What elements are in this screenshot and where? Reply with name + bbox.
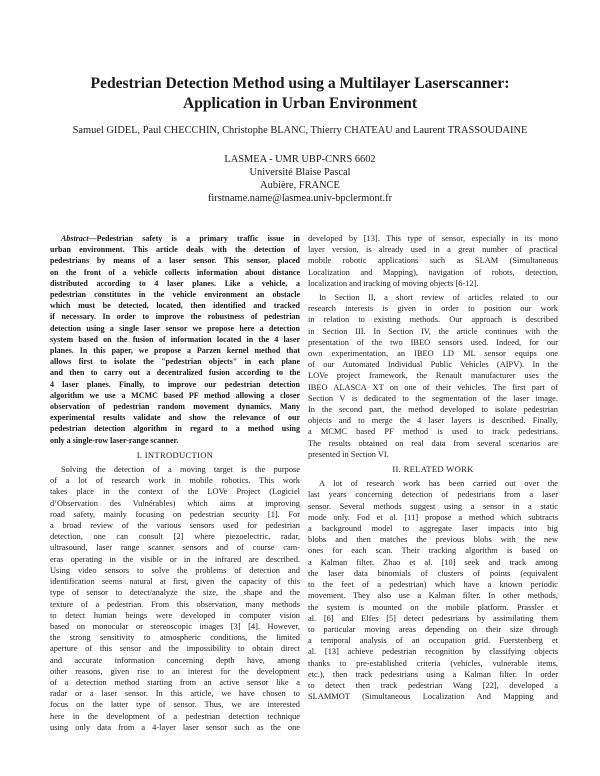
abstract-line: if necessary. In order to improve the robustness of pedestrian — [50, 312, 300, 322]
text-line: The results obtained on real data from several scenarios are — [308, 438, 558, 448]
text-line: takes place in the context of the LOVe Project (Logiciel — [50, 487, 300, 497]
author-list: Samuel GIDEL, Paul CHECCHIN, Christophe BLANC, Thierry CHATEAU and Laurent TRASSOUDAINE — [72, 125, 528, 136]
text-line: IBEO ALASCA XT on one of their vehicles. The first part of — [308, 382, 558, 392]
text-line: Using video sensors to solve the problems of detection and — [50, 565, 300, 575]
continued-paragraph — [308, 233, 558, 289]
text-line: based on monocular or stereoscopic images [3] [4]. However, — [50, 621, 300, 631]
text-line: sensor. Several methods suggest using a sensor in a static — [308, 501, 558, 511]
text-line: LOVe project framework, the Renault manufacturer uses the — [308, 371, 558, 381]
text-line: last years concerning detection of pedestrians from a laser — [308, 490, 558, 500]
text-line: SLAMMOT (Simultaneous Localization And Mapping and — [308, 692, 558, 702]
abstract-line: experimental results validate and show the relevance of our — [50, 413, 300, 423]
text-line: to detect human beings were developed in computer vision — [50, 610, 300, 620]
text-line: mode only. Fod et al. [11] propose a method which subtracts — [308, 512, 558, 522]
affiliation-university: Université Blaise Pascal — [249, 167, 351, 178]
text-line: a MCMC based PF method is used to track pedestrians. — [308, 427, 558, 437]
abstract-line: allows first to isolate the "pedestrian objects" in each plane — [50, 357, 300, 367]
abstract-line: pedestrians by means of a laser sensor. This sensor, placed — [50, 256, 300, 266]
text-line: radar or a laser sensor. In this article, we have chosen to — [50, 689, 300, 699]
text-line: presentation of the two IBEO sensors used. Indeed, for our — [308, 337, 558, 347]
abstract-line: planes. In this paper, we propose a Parzen kernel method that — [50, 346, 300, 356]
text-line: al. [13] achieve pedestrian recognition by classifying objects — [308, 647, 558, 657]
text-line: own experimentation, an IBEO LD ML sensor equips one — [308, 349, 558, 359]
outline-paragraph — [308, 292, 558, 460]
abstract-line: and then to carry out a decentralized fusion according to the — [50, 368, 300, 378]
text-line: In Section II, a short review of articles related to our — [319, 293, 558, 303]
left-column — [50, 233, 300, 733]
text-line: and accurate information concerning depth have, among — [50, 655, 300, 665]
text-line: Solving the detection of a moving target is the purpose — [61, 465, 300, 475]
text-line: other reasons, given rise to an interest for the development — [50, 666, 300, 676]
text-line: A lot of research work has been carried out over the — [319, 479, 558, 489]
abstract-line: pedestrian detection algorithm in regard to a method using — [50, 424, 300, 434]
text-line: of a detection method starting from an active sensor like a — [50, 677, 300, 687]
affiliation-city: Aubière, FRANCE — [260, 180, 340, 191]
affiliation-block — [0, 153, 600, 205]
affiliation-lab: LASMEA - UMR UBP-CNRS 6602 — [224, 154, 376, 165]
abstract-line: 4 laser planes. Finally, to improve our pedestrian detection — [50, 379, 300, 389]
abstract-line: distributed according to 4 laser planes. Like a vehicle, a — [50, 278, 300, 288]
abstract-line: detection using a single laser sensor we propose here a detection — [50, 323, 300, 333]
text-line: a Kalman filter. Zhao et al. [10] seek and track among — [308, 557, 558, 567]
introduction-paragraph — [50, 464, 300, 733]
text-line: ultrasound, laser range scanner sensors and of course cam- — [50, 543, 300, 553]
text-line: localization and tracking of moving objects [6-12]. — [308, 278, 479, 288]
text-line: ones for each scan. Their tracking algorithm is based on — [308, 546, 558, 556]
text-line: a temporal analysis of an occupation grid. Fuerstenberg et — [308, 636, 558, 646]
text-line: d’Observation des Vulnérables) which aims at improving — [50, 498, 300, 508]
text-line: texture of a pedestrian. From this observation, many methods — [50, 599, 300, 609]
text-line: layer version, is already used in a great number of practical — [308, 245, 558, 255]
text-line: detection, one can consult [2] where piezoelectric, radar, — [50, 532, 300, 542]
text-line: using only data from a 4-layer laser sensor such as the one — [50, 722, 300, 732]
text-line: to detect then track pedestrian Wang [22], developed a — [308, 680, 558, 690]
section-heading-introduction: I. INTRODUCTION — [136, 449, 214, 460]
paper-title — [50, 74, 550, 114]
text-line: Section V is dedicated to the segmentation of the laser image. — [308, 393, 558, 403]
text-line: here in the development of a pedestrian detection technique — [50, 711, 300, 721]
abstract-line: only a single-row laser-range scanner. — [50, 435, 179, 445]
text-line: of our Automated Individual Public Vehicles (AIPV). In the — [308, 360, 558, 370]
text-line: movement. They also use a Kalman filter. In other methods, — [308, 591, 558, 601]
text-line: presented in Section VI. — [308, 449, 389, 459]
text-line: blobs and then matches the previous blobs with the new — [308, 535, 558, 545]
text-line: identification seems natural at first, given the capacity of this — [50, 577, 300, 587]
related-work-paragraph — [308, 478, 558, 702]
text-line: type of sensor to detect/analyze the size, the shape and the — [50, 588, 300, 598]
abstract-line: system based on the fusion of information located in the 4 laser — [50, 334, 300, 344]
text-line: thanks to pre-established criteria (vehicles, vulnerable items, — [308, 658, 558, 668]
section-heading-related-work: II. RELATED WORK — [392, 464, 474, 475]
text-line: road safety, mainly focusing on pedestrian security [1]. For — [50, 509, 300, 519]
text-line: etc.), then track pedestrians using a Kalman filter. In order — [308, 669, 558, 679]
title-line-1: Pedestrian Detection Method using a Multilayer Laserscanner: — [90, 75, 510, 92]
abstract-line: which must be detected, located, then identified and tracked — [50, 301, 300, 311]
abstract-line: on the front of a vehicle collects information about distance — [50, 267, 300, 277]
text-line: focus on the latter type of sensor. Thus, we are interested — [50, 700, 300, 710]
abstract-line: urban environment. This article deals with the detection of — [50, 245, 300, 255]
text-line: aperture of this sensor and the impossibility to obtain direct — [50, 644, 300, 654]
abstract-line — [50, 233, 300, 244]
abstract-line: pedestrian constitutes in the vehicle environment an obstacle — [50, 290, 300, 300]
title-line-2: Application in Urban Environment — [182, 95, 418, 112]
text-line: of a lot of research work in mobile robotics. This work — [50, 476, 300, 486]
text-line: objects and to merge the 4 laser layers is described. Finally, — [308, 416, 558, 426]
text-line: al. [6] and Elfes [5] detect pedestrians by assimilating them — [308, 613, 558, 623]
text-line: the laser data binomials of clusters of points (equivalent — [308, 568, 558, 578]
text-line: In the second part, the method developed to isolate pedestrian — [308, 405, 558, 415]
affiliation-email: firstname.name@lasmea.univ-bpclermont.fr — [207, 193, 393, 204]
text-line: to the feet of a pedestrian) which have a known periodic — [308, 580, 558, 590]
text-line: in Section III. In Section IV, the article continues with the — [308, 326, 558, 336]
abstract-line-text: Pedestrian safety is a primary traffic issue in — [96, 234, 300, 243]
abstract-line: algorithm we use a MCMC based PF method allowing a closer — [50, 390, 300, 400]
text-line: developed by [13]. This type of sensor, especially in its mono — [308, 234, 558, 243]
text-line: Localization and Mapping), navigation of robots, detection, — [308, 267, 558, 277]
text-line: to particular moving areas depending on their size through — [308, 624, 558, 634]
right-column — [308, 233, 558, 702]
abstract-line: observation of pedestrian random movement dynamics. Many — [50, 402, 300, 412]
text-line: eras operating in the visible or in the infrared are described. — [50, 554, 300, 564]
text-line: a broad review of the various sensors used for pedestrian — [50, 521, 300, 531]
text-line: research interests is given in order to position our work — [308, 304, 558, 314]
abstract — [50, 233, 300, 446]
text-line: a background model to aggregate laser impacts into big — [308, 524, 558, 534]
text-line: mobile robotic applications such as SLAM (Simultaneous — [308, 256, 558, 266]
abstract-label: Abstract— — [61, 234, 97, 243]
text-line: the system is mounted on the mobile platform. Prassler et — [308, 602, 558, 612]
text-line: the strong sensitivity to atmospheric conditions, the limited — [50, 633, 300, 643]
text-line: in relation to existing methods. Our approach is described — [308, 315, 558, 325]
